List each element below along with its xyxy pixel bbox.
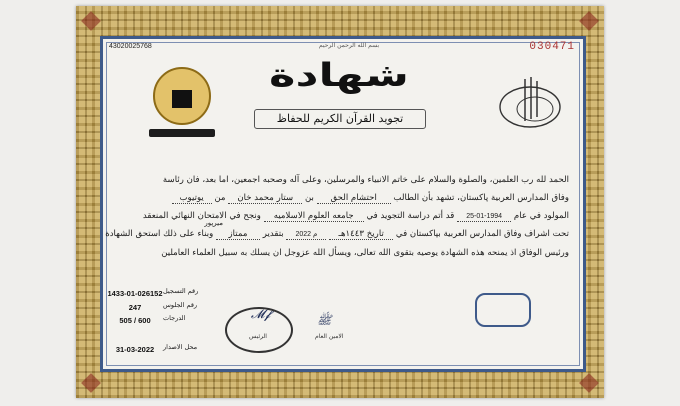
born-label: المولود في عام [513, 211, 569, 221]
certificate [76, 6, 604, 398]
body-line-2-text: وفاق المدارس العربية پاکستان، تشهد بأن الطالب [393, 193, 569, 203]
tughra-calligraphy [495, 75, 565, 133]
wifaq-logo [153, 67, 211, 125]
signature: 𝓜𝓯 [251, 307, 271, 321]
registration-number: 1433-01-026152 [107, 289, 163, 298]
body-line-5: ورئيس الوفاق اذ يمنحه هذه الشهادة يوصيه بتقوى الله تعالى، ويسأل الله عزوجل ان يسلك به سبيل العلماء العاملين [161, 248, 569, 258]
of-label: من [214, 193, 226, 203]
body-line-2 [117, 193, 569, 204]
body-line-3 [117, 211, 569, 222]
marks: 505 / 600 [119, 316, 151, 325]
completed-label: قد أتم دراسة التجويد في [366, 211, 455, 221]
grade-label: بتقدير [262, 229, 284, 239]
place: يوتيوب [172, 193, 212, 204]
certificate-title: شهادة [269, 56, 409, 94]
roll-number: 247 [128, 303, 142, 312]
district: ميرپور [204, 219, 223, 227]
deserved-label: وبناء على ذلك استحق الشهادة [105, 229, 214, 239]
student-name: احتشام الحق [317, 193, 391, 204]
body-line-1: الحمد لله رب العلمين، والصلوة والسلام على خاتم الانبياء والمرسلين، وعلى آله وصحبه اجمعين، اما بعد، فان رئاسة [162, 175, 569, 185]
oval-stamp [225, 307, 293, 353]
serial-number: 030471 [529, 41, 575, 53]
issue-date: 31-03-2022 [115, 345, 155, 354]
signature: ﷺ [317, 313, 332, 327]
body-line-4 [105, 229, 569, 240]
signature-caption: الرئيس [249, 333, 267, 340]
bismillah: بسم الله الرحمن الرحيم [318, 42, 380, 49]
father-name: ستار محمد خان [228, 193, 302, 204]
supervision-label: تحت اشراف وفاق المدارس العربية بپاکستان في [395, 229, 569, 239]
blue-stamp [475, 293, 531, 327]
kaaba-icon [172, 90, 192, 108]
marks-label: الدرجات [163, 314, 186, 322]
reg-label: رقم التسجيل [163, 287, 199, 295]
issue-label: محل الاصدار [163, 343, 198, 351]
roll-label: رقم الجلوس [163, 301, 198, 309]
signature-caption: الامين العام [315, 333, 344, 340]
certificate-body [100, 36, 586, 372]
certificate-number: 43020025768 [109, 43, 152, 50]
grade-value: ممتاز [216, 229, 260, 240]
certificate-subtitle: تجويد القرآن الكريم للحفاظ [254, 109, 426, 129]
tughra-icon [495, 75, 565, 133]
hijri-date: تاريخ ١٤٤٣هـ [329, 229, 393, 240]
madrasa-name: جامعه العلوم الاسلاميه [264, 211, 364, 222]
passed-label: ونجح في الامتحان النهائي المنعقد [142, 211, 261, 221]
bin-label: بن [305, 193, 314, 203]
birth-date: 25-01-1994 [466, 213, 503, 220]
gregorian-year: 2022 م [295, 231, 318, 238]
logo-ribbon [149, 129, 215, 137]
